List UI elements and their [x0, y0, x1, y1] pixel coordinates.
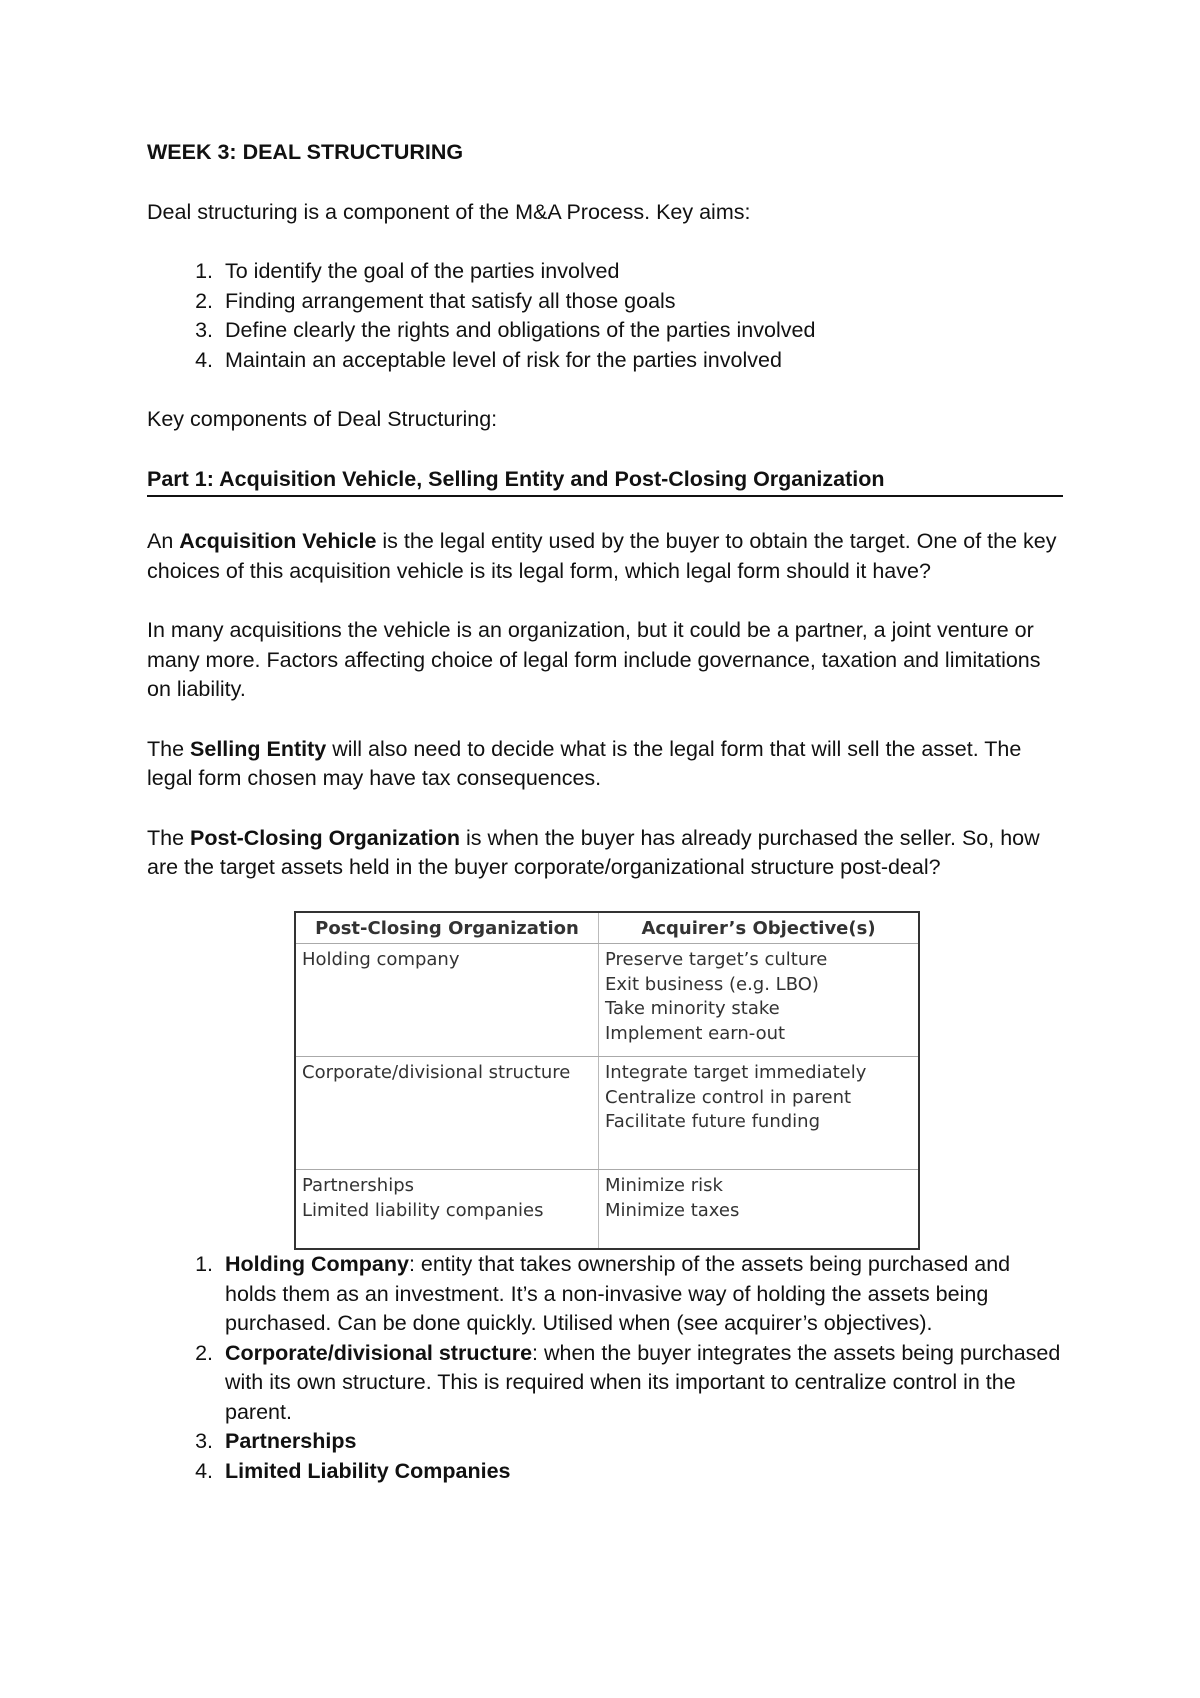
para-many-acquisitions: In many acquisitions the vehicle is an organization, but it could be a partner, a joint venture or many more. Factors affecting choice of legal form include governance, taxation and limitations on liability. — [147, 618, 1041, 701]
table-cell-objectives — [599, 1057, 920, 1170]
para-text: is when the buyer has already purchased the seller. So, how are the target assets held in the buyer corporate/organizational structure post-deal? — [147, 825, 1040, 879]
cell-line: Corporate/divisional structure — [302, 1062, 571, 1083]
table-cell-org — [295, 1170, 599, 1250]
cell-line: Holding company — [302, 949, 460, 970]
cell-line: Take minority stake — [605, 998, 780, 1019]
list-item: 2. Finding arrangement that satisfy all those goals — [219, 287, 1063, 317]
cell-line: Centralize control in parent — [605, 1086, 852, 1108]
para-text: will also need to decide what is the legal form that will sell the asset. The legal form chosen may have tax consequences. — [147, 736, 1022, 790]
term-selling-entity: Selling Entity — [190, 736, 327, 761]
list-item — [219, 1339, 1063, 1428]
definitions-list — [147, 1250, 1063, 1486]
table-row — [295, 1057, 919, 1170]
para-text: is the legal entity used by the buyer to obtain the target. One of the key choices of this acquisition vehicle is its legal form, which legal form should it have? — [147, 529, 1057, 583]
para-selling-entity — [147, 735, 1063, 794]
table-cell-org — [295, 944, 599, 1057]
cell-line: Partnerships — [302, 1175, 415, 1196]
definition-text: : entity that takes ownership of the assets being purchased and holds them as an investment. It’s a non-invasive way of holding the assets being purchased. Can be done quickly. Utilised when (see acquirer’s objectives). — [225, 1252, 1011, 1335]
table-cell-objectives — [599, 944, 920, 1057]
cell-line: Integrate target immediately — [605, 1062, 867, 1083]
cell-line: Exit business (e.g. LBO) — [605, 973, 819, 995]
list-item — [219, 1427, 1063, 1457]
table-row — [295, 944, 919, 1057]
cell-line: Implement earn-out — [605, 1022, 786, 1044]
components-label: Key components of Deal Structuring: — [147, 407, 498, 431]
para-text: An — [147, 529, 180, 553]
cell-line: Limited liability companies — [302, 1199, 544, 1221]
post-closing-table-figure — [294, 911, 920, 1251]
document-body — [147, 138, 1063, 1486]
column-header: Acquirer’s Objective(s) — [599, 912, 920, 944]
definition-term: Partnerships — [225, 1429, 357, 1453]
para-post-closing — [147, 824, 1063, 883]
list-item: 4. Maintain an acceptable level of risk for the parties involved — [219, 346, 1063, 376]
list-item — [219, 1457, 1063, 1487]
column-header: Post-Closing Organization — [295, 912, 599, 944]
table-cell-objectives — [599, 1170, 920, 1250]
cell-line: Minimize taxes — [605, 1199, 740, 1221]
part1-heading: Part 1: Acquisition Vehicle, Selling Entity and Post-Closing Organization — [147, 465, 1063, 498]
cell-line: Minimize risk — [605, 1175, 723, 1196]
cell-line: Facilitate future funding — [605, 1111, 820, 1132]
post-closing-table — [294, 911, 920, 1251]
definition-term: Holding Company — [225, 1252, 409, 1276]
table-cell-org — [295, 1057, 599, 1170]
para-acquisition-vehicle — [147, 527, 1063, 586]
para-text: The — [147, 736, 191, 761]
term-acquisition-vehicle: Acquisition Vehicle — [179, 529, 377, 553]
cell-line: Preserve target’s culture — [605, 949, 828, 970]
aims-list — [147, 257, 1063, 375]
list-item: 1. To identify the goal of the parties involved — [219, 257, 1063, 287]
definition-term: Corporate/divisional structure — [225, 1340, 533, 1365]
definition-text: : when the buyer integrates the assets being purchased with its own structure. This is required when its important to centralize control in the parent. — [225, 1340, 1061, 1424]
list-item: 3. Define clearly the rights and obligations of the parties involved — [219, 316, 1063, 346]
para-text: The — [147, 825, 191, 850]
term-post-closing-organization: Post-Closing Organization — [190, 825, 460, 850]
table-header-row — [295, 912, 919, 944]
list-item — [219, 1250, 1063, 1339]
intro-text: Deal structuring is a component of the M&A Process. Key aims: — [147, 199, 751, 224]
table-row — [295, 1170, 919, 1250]
page-title: WEEK 3: DEAL STRUCTURING — [147, 140, 464, 164]
definition-term: Limited Liability Companies — [225, 1458, 511, 1483]
